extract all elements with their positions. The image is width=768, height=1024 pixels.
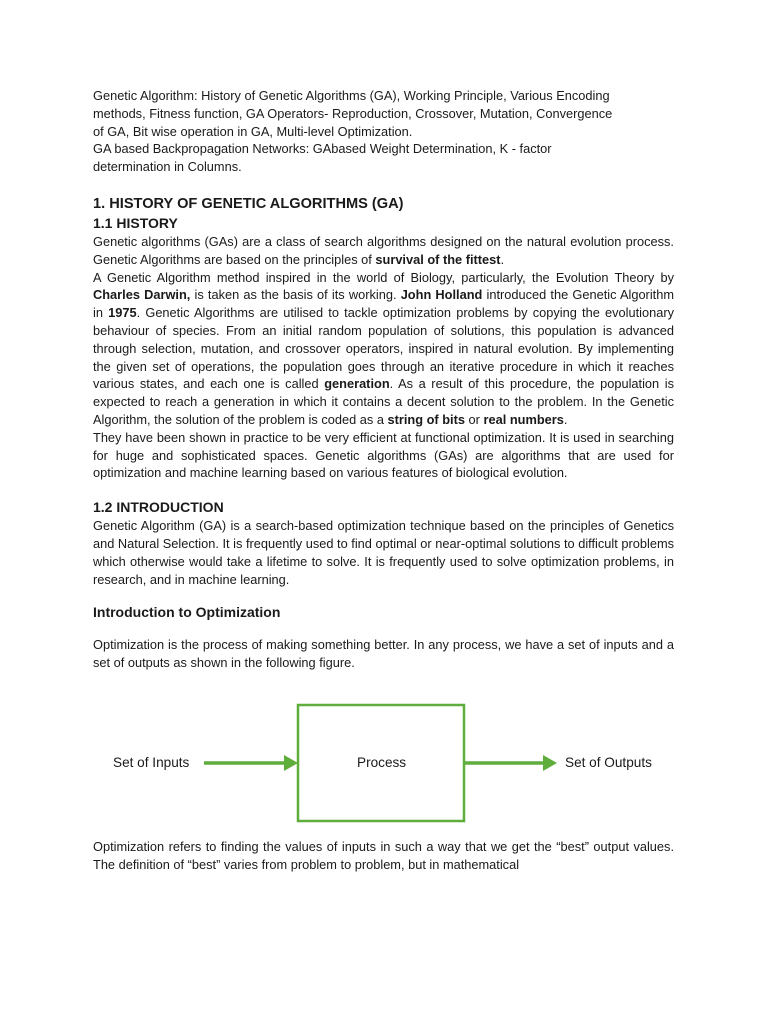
history-paragraph-3: They have been shown in practice to be very efficient at functional optimization. It is used in searching for huge and sophisticated spaces. Genetic algorithms (GAs) are algorithms that are used for optimization and machine learning based on various features of biological evolution.	[93, 429, 674, 481]
bold-term: string of bits	[387, 411, 465, 427]
input-arrow-head	[284, 755, 298, 771]
input-label: Set of Inputs	[113, 754, 190, 770]
bold-term: Charles Darwin,	[93, 287, 191, 303]
section-title: 1. HISTORY OF GENETIC ALGORITHMS (GA)	[93, 195, 404, 212]
optimization-definition-paragraph: Optimization refers to finding the values of inputs in such a way that we get the “best” output values. The definition of “best” varies from problem to problem, but in mathematical	[93, 838, 674, 872]
bold-term: survival of the fittest	[375, 251, 501, 267]
intro-line: determination in Columns.	[93, 159, 242, 175]
syllabus-intro	[93, 87, 674, 176]
output-label: Set of Outputs	[565, 754, 652, 770]
bold-term: John Holland	[400, 287, 483, 303]
optimization-heading: Introduction to Optimization	[93, 604, 281, 621]
subsection-title-history: 1.1 HISTORY	[93, 214, 178, 231]
process-label: Process	[357, 754, 407, 770]
output-arrow-head	[543, 755, 557, 771]
history-paragraph-1: Genetic algorithms (GAs) are a class of search algorithms designed on the natural evolution process. Genetic Algorithms are based on the principles of survival of the fittest.	[93, 233, 674, 267]
document-body	[93, 87, 674, 874]
optimization-paragraph: Optimization is the process of making something better. In any process, we have a set of inputs and a set of outputs as shown in the following figure.	[93, 637, 674, 671]
history-paragraph-2: A Genetic Algorithm method inspired in the world of Biology, particularly, the Evolution Theory by Charles Darwin, is taken as the basis of its working. John Holland introduced the Genetic Algorithm in 1975. Genetic Algorithms are utilised to tackle optimization problems by copying the evolutionary behaviour of species. From an initial random population of solutions, this population is advanced through selection, mutation, and crossover operators, inspired in natural evolution. By implementing the given set of operations, the population goes through an iterative procedure in which it reaches various states, and each one is called generation. As a result of this procedure, the population is expected to reach a generation in which it contains a decent solution to the problem. In the Genetic Algorithm, the solution of the problem is coded as a string of bits or real numbers.	[93, 269, 675, 427]
bold-term: real numbers	[483, 411, 564, 427]
subsection-title-introduction: 1.2 INTRODUCTION	[93, 499, 224, 516]
intro-line: Genetic Algorithm: History of Genetic Algorithms (GA), Working Principle, Various Encoding	[93, 88, 610, 103]
introduction-paragraph: Genetic Algorithm (GA) is a search-based optimization technique based on the principles of Genetics and Natural Selection. It is frequently used to find optimal or near-optimal solutions to difficult problems which otherwise would take a lifetime to solve. It is frequently used to solve optimization problems, in research, and in machine learning.	[93, 518, 674, 587]
intro-line: of GA, Bit wise operation in GA, Multi-level Optimization.	[93, 123, 413, 139]
intro-line: GA based Backpropagation Networks: GAbased Weight Determination, K - factor	[93, 141, 552, 157]
bold-term: 1975	[108, 305, 137, 321]
process-diagram	[93, 692, 674, 838]
intro-line: methods, Fitness function, GA Operators- Reproduction, Crossover, Mutation, Convergence	[93, 105, 613, 121]
bold-term: generation	[324, 376, 390, 392]
